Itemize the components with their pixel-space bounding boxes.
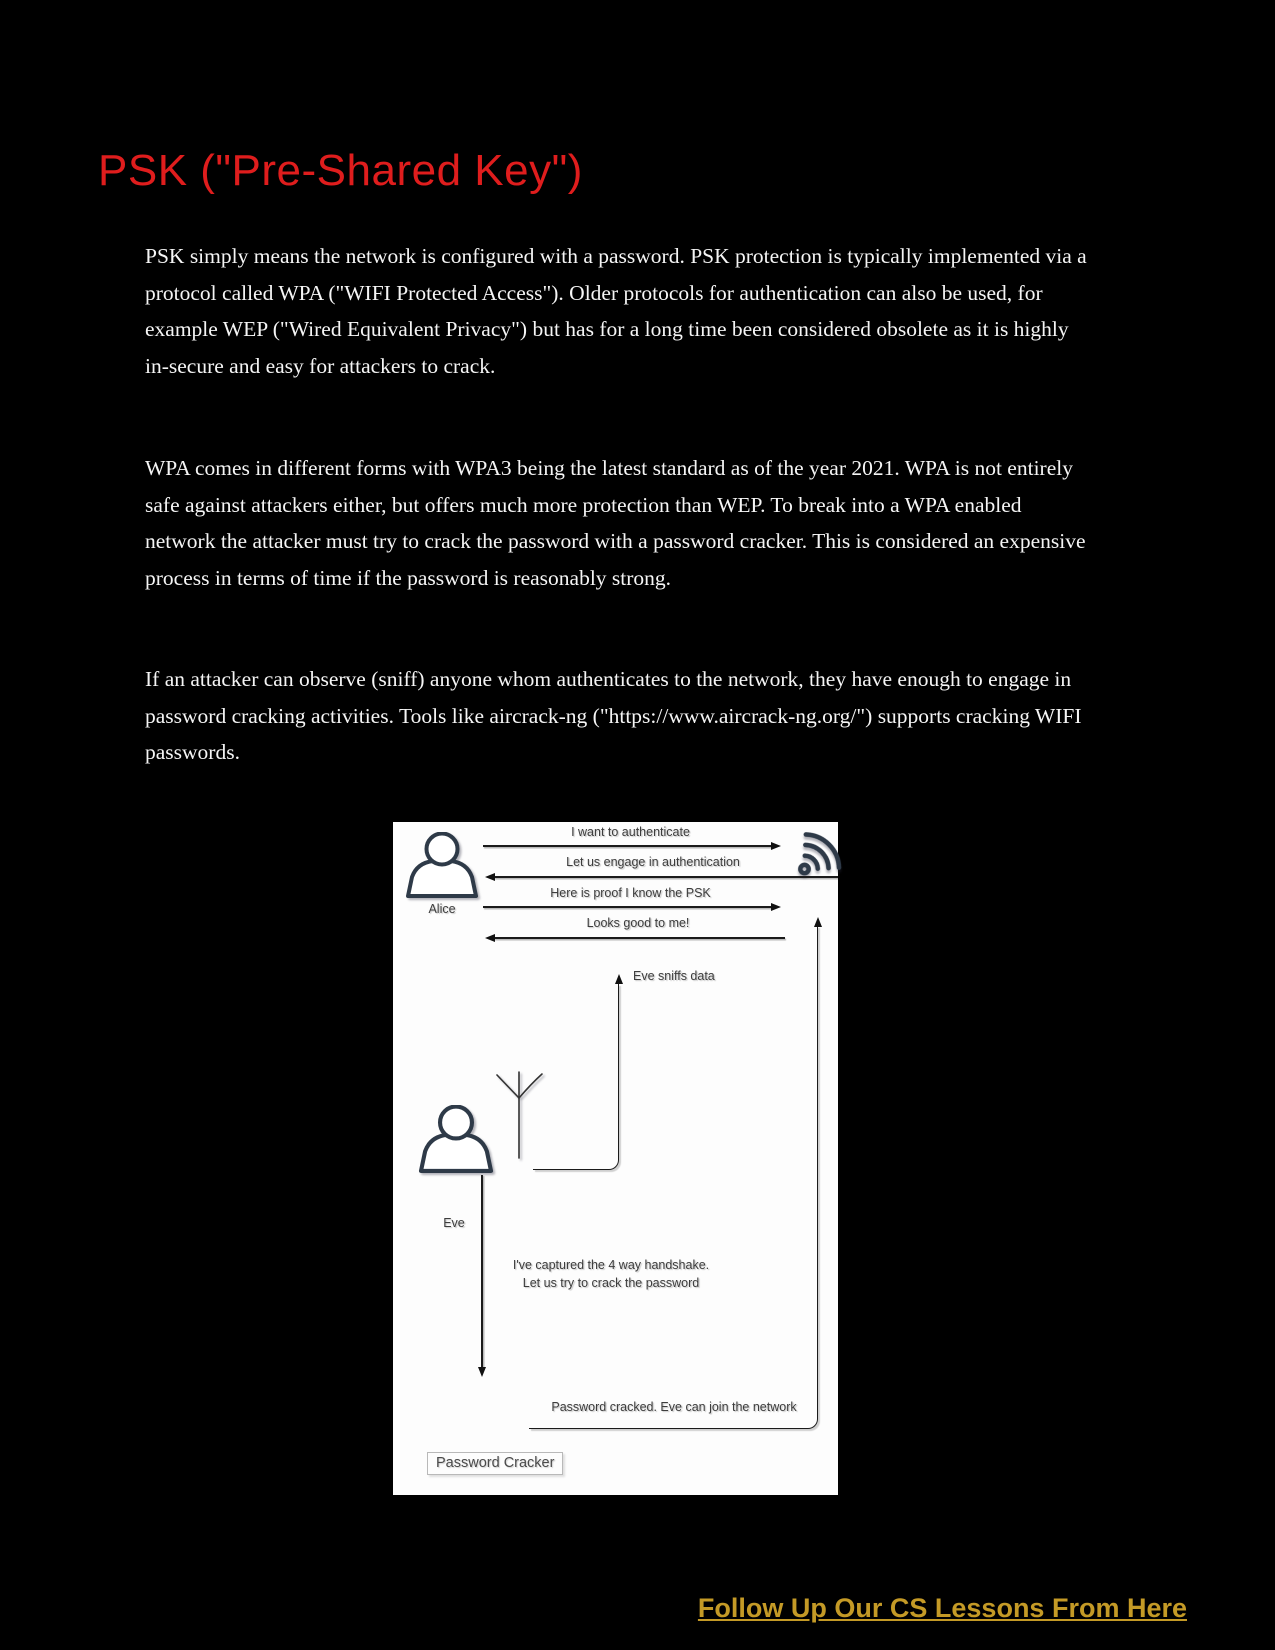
message-authenticate-label: I want to authenticate [571,825,690,839]
message-authenticate-arrow [483,845,772,847]
arrowhead-left-icon [485,934,495,942]
arrowhead-down-icon [478,1367,486,1377]
paragraph-psk-intro: PSK simply means the network is configured with a password. PSK protection is typically implemented via a protocol called WPA ("WIFI Protected Access"). Older protocols for authentication can also be used, for example WEP ("Wired Equivalent Privacy") but has for a long time been considered obsolete as it is highly in-secure and easy for attackers to crack. [145,244,1087,378]
alice-person-icon [399,832,485,905]
eve-sniffs-label: Eve sniffs data [633,969,715,983]
sniffer-connector [533,984,619,1170]
psk-handshake-diagram [393,822,838,1495]
paragraph-sniffing: If an attacker can observe (sniff) anyone whom authenticates to the network, they have enough to engage in password cracking activities. Tools like aircrack-ng ("https://www.aircrack-ng.org/") supports cracking WIFI passwords. [145,667,1082,764]
arrowhead-left-icon [485,873,495,881]
arrowhead-right-icon [771,903,781,911]
alice-label: Alice [428,902,456,916]
eve-person-icon [411,1105,501,1180]
arrowhead-up-icon [814,917,822,927]
cs-lessons-link[interactable]: Follow Up Our CS Lessons From Here [697,1593,1187,1623]
password-cracker-label: Password Cracker [427,1452,563,1475]
captured-handshake-line1: I've captured the 4 way handshake. [512,1258,710,1272]
message-engage-arrow [494,876,838,878]
message-looks-good-label: Looks good to me! [586,916,690,930]
message-proof-label: Here is proof I know the PSK [550,886,711,900]
message-engage-label: Let us engage in authentication [566,855,740,869]
password-cracked-label: Password cracked. Eve can join the network [551,1400,797,1414]
page-title: PSK ("Pre-Shared Key") [98,146,583,195]
eve-to-cracker-arrow [481,1175,483,1367]
eve-label: Eve [443,1216,465,1230]
captured-handshake-line2: Let us try to crack the password [522,1276,700,1290]
arrowhead-right-icon [771,842,781,850]
paragraph-wpa: WPA comes in different forms with WPA3 being the latest standard as of the year 2021. WPA is not entirely safe against attackers either, but offers much more protection than WEP. To break into a WPA enabled network the attacker must try to crack the password with a password cracker. This is considered an expensive process in terms of time if the password is reasonably strong. [145,456,1086,590]
arrowhead-up-icon [615,974,623,984]
captured-handshake-label [501,1256,721,1292]
message-proof-arrow [483,906,772,908]
